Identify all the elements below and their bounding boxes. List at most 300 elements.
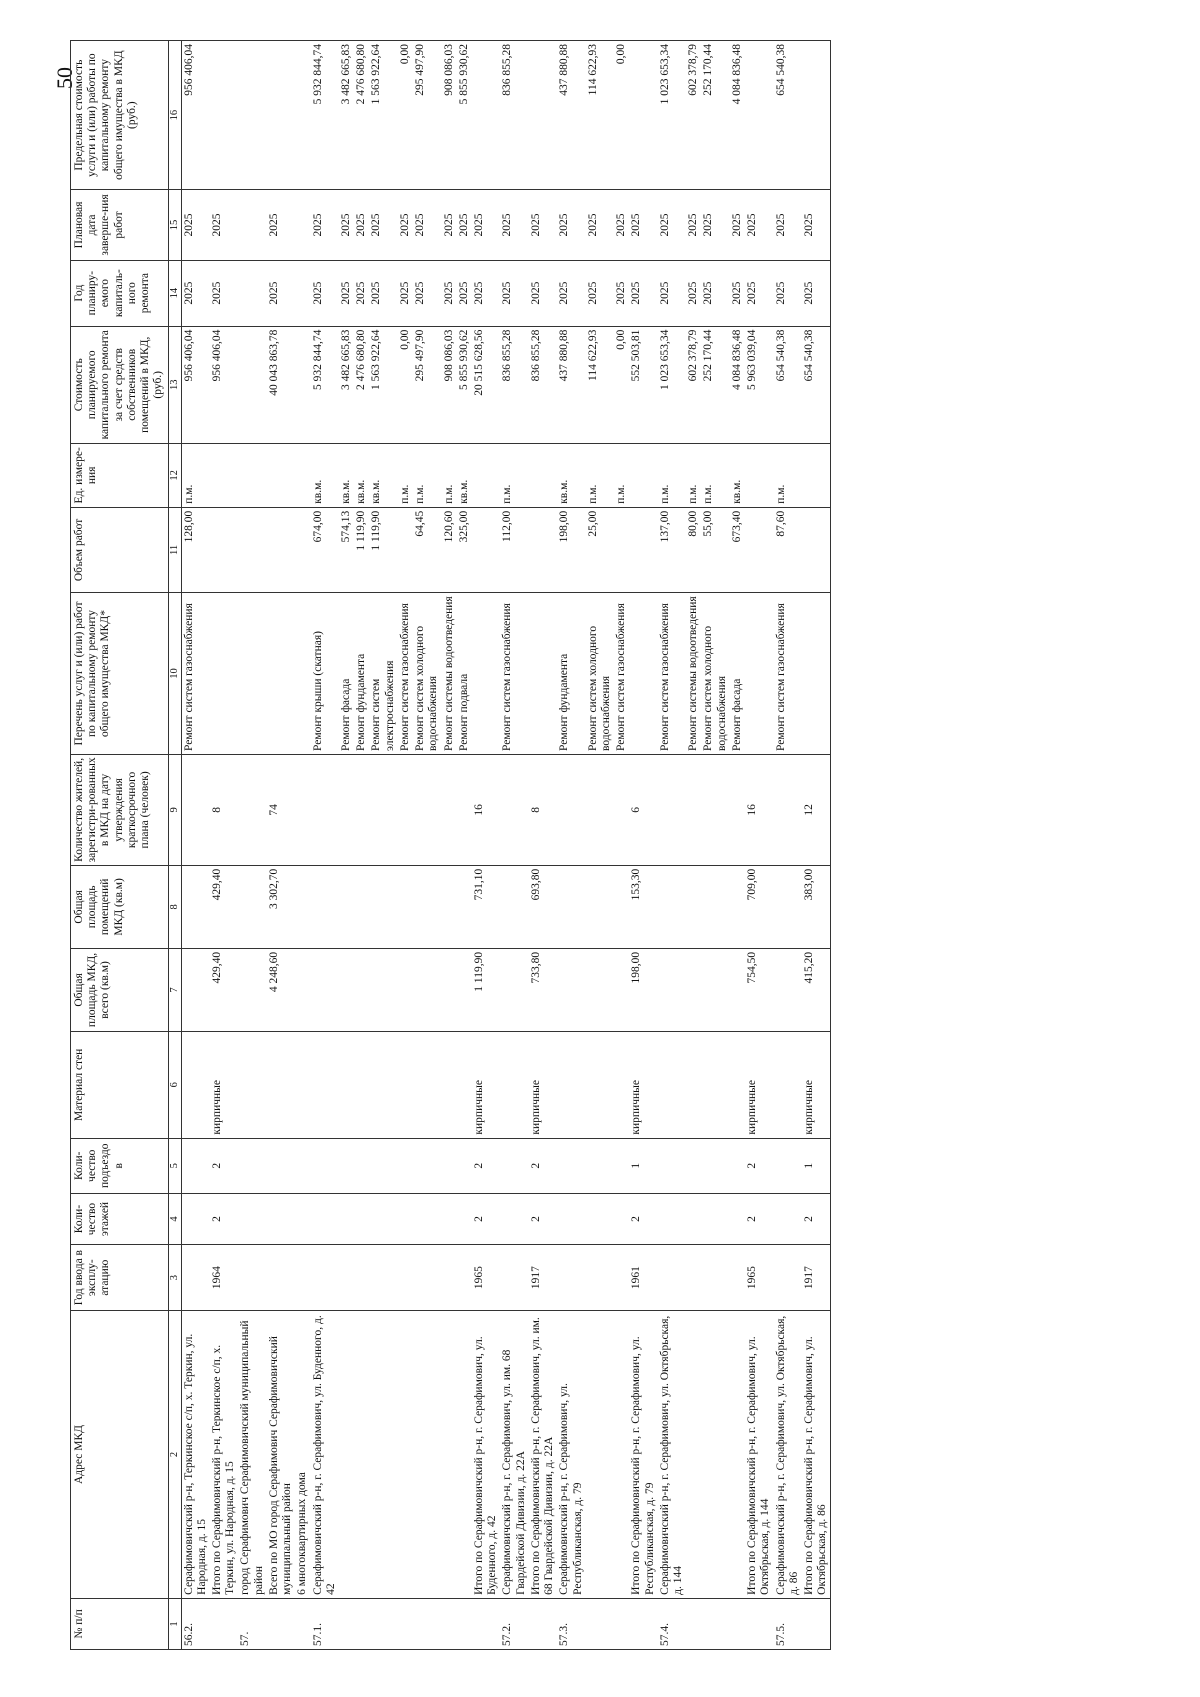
header-cell: Год планиру-емого капиталь-ного ремонта xyxy=(71,260,169,326)
completion-year-cell: 2025 xyxy=(774,190,802,260)
address-cell: Итого по Серафимовичский р-н, г. Серафимович, ул. Буденного, д. 42 xyxy=(472,1311,500,1599)
wall-material-cell xyxy=(369,1032,397,1139)
premises-area-cell xyxy=(658,865,686,948)
year-built-cell xyxy=(354,1245,369,1311)
year-built-cell xyxy=(311,1245,339,1311)
unit-cell: п.м. xyxy=(181,443,210,507)
max-cost-cell: 437 880,88 xyxy=(557,41,585,190)
residents-cell xyxy=(457,754,472,865)
work-type-cell xyxy=(745,593,773,755)
floors-cell xyxy=(586,1193,614,1244)
work-type-cell: Ремонт систем газоснабжения xyxy=(658,593,686,755)
repair-cost-cell: 5 963 039,04 xyxy=(745,326,773,443)
row-number-cell xyxy=(686,1598,701,1649)
residents-cell xyxy=(701,754,729,865)
repair-cost-cell: 602 378,79 xyxy=(686,326,701,443)
repair-cost-cell: 836 855,28 xyxy=(500,326,528,443)
max-cost-cell: 836 855,28 xyxy=(500,41,528,190)
row-number-cell: 56.2. xyxy=(181,1598,210,1649)
table-row xyxy=(472,41,500,1650)
premises-area-cell xyxy=(311,865,339,948)
premises-area-cell xyxy=(339,865,354,948)
total-area-cell xyxy=(658,948,686,1031)
table-row xyxy=(181,41,210,1650)
address-cell xyxy=(701,1311,729,1599)
max-cost-cell xyxy=(745,41,773,190)
work-type-cell: Ремонт подвала xyxy=(457,593,472,755)
repair-year-cell: 2025 xyxy=(457,260,472,326)
floors-cell: 2 xyxy=(802,1193,831,1244)
completion-year-cell: 2025 xyxy=(802,190,831,260)
total-area-cell xyxy=(457,948,472,1031)
repair-year-cell: 2025 xyxy=(730,260,745,326)
entrances-cell: 2 xyxy=(210,1138,238,1193)
repair-year-cell: 2025 xyxy=(311,260,339,326)
wall-material-cell xyxy=(354,1032,369,1139)
header-cell: Адрес МКД xyxy=(71,1311,169,1599)
header-cell: Коли-чество подъездо в xyxy=(71,1138,169,1193)
row-number-cell: 57. xyxy=(238,1598,266,1649)
repair-year-cell: 2025 xyxy=(339,260,354,326)
repair-cost-cell: 437 880,88 xyxy=(557,326,585,443)
work-volume-cell: 198,00 xyxy=(557,507,585,592)
wall-material-cell xyxy=(238,1032,266,1139)
address-cell: Серафимовичский р-н, г. Серафимович, ул. Октябрьская, д. 86 xyxy=(774,1311,802,1599)
repair-year-cell: 2025 xyxy=(529,260,557,326)
completion-year-cell xyxy=(238,190,266,260)
residents-cell xyxy=(614,754,629,865)
wall-material-cell: кирпичные xyxy=(472,1032,500,1139)
year-built-cell xyxy=(500,1245,528,1311)
work-volume-cell xyxy=(802,507,831,592)
max-cost-cell: 0,00 xyxy=(614,41,629,190)
premises-area-cell xyxy=(500,865,528,948)
max-cost-cell: 956 406,04 xyxy=(181,41,210,190)
row-number-cell xyxy=(730,1598,745,1649)
work-volume-cell xyxy=(745,507,773,592)
repair-cost-cell: 908 086,03 xyxy=(442,326,457,443)
residents-cell xyxy=(557,754,585,865)
table-row xyxy=(745,41,773,1650)
repair-year-cell: 2025 xyxy=(629,260,657,326)
premises-area-cell xyxy=(413,865,441,948)
row-number-cell xyxy=(339,1598,354,1649)
repair-cost-cell: 0,00 xyxy=(614,326,629,443)
year-built-cell xyxy=(586,1245,614,1311)
premises-area-cell xyxy=(238,865,266,948)
residents-cell xyxy=(686,754,701,865)
table-row xyxy=(802,41,831,1650)
work-volume-cell: 674,00 xyxy=(311,507,339,592)
premises-area-cell xyxy=(614,865,629,948)
max-cost-cell: 5 932 844,74 xyxy=(311,41,339,190)
work-volume-cell: 325,00 xyxy=(457,507,472,592)
max-cost-cell xyxy=(295,41,310,190)
entrances-cell xyxy=(442,1138,457,1193)
work-volume-cell: 55,00 xyxy=(701,507,729,592)
floors-cell xyxy=(557,1193,585,1244)
address-cell: Серафимовичский р-н, Теркинское с/п, х. Теркин, ул. Народная, д. 15 xyxy=(181,1311,210,1599)
work-type-cell: Ремонт фундамента xyxy=(354,593,369,755)
wall-material-cell xyxy=(686,1032,701,1139)
column-number: 7 xyxy=(168,948,181,1031)
row-number-cell xyxy=(398,1598,413,1649)
repair-year-cell: 2025 xyxy=(354,260,369,326)
entrances-cell xyxy=(457,1138,472,1193)
premises-area-cell: 383,00 xyxy=(802,865,831,948)
floors-cell: 2 xyxy=(529,1193,557,1244)
entrances-cell xyxy=(311,1138,339,1193)
work-volume-cell: 112,00 xyxy=(500,507,528,592)
wall-material-cell: кирпичные xyxy=(802,1032,831,1139)
column-number: 1 xyxy=(168,1598,181,1649)
premises-area-cell xyxy=(398,865,413,948)
floors-cell xyxy=(181,1193,210,1244)
unit-cell: кв.м. xyxy=(354,443,369,507)
table-row xyxy=(629,41,657,1650)
premises-area-cell xyxy=(442,865,457,948)
total-area-cell xyxy=(730,948,745,1031)
premises-area-cell xyxy=(295,865,310,948)
address-cell xyxy=(442,1311,457,1599)
repair-year-cell xyxy=(295,260,310,326)
entrances-cell: 1 xyxy=(629,1138,657,1193)
repair-cost-cell: 3 482 665,83 xyxy=(339,326,354,443)
header-cell: Материал стен xyxy=(71,1032,169,1139)
residents-cell xyxy=(181,754,210,865)
header-cell: Коли-чество этажей xyxy=(71,1193,169,1244)
table-row xyxy=(658,41,686,1650)
header-cell: № п/п xyxy=(71,1598,169,1649)
repair-cost-cell: 40 043 863,78 xyxy=(267,326,295,443)
premises-area-cell xyxy=(730,865,745,948)
repair-cost-cell: 5 932 844,74 xyxy=(311,326,339,443)
residents-cell: 8 xyxy=(210,754,238,865)
wall-material-cell xyxy=(701,1032,729,1139)
wall-material-cell xyxy=(295,1032,310,1139)
entrances-cell xyxy=(658,1138,686,1193)
work-volume-cell xyxy=(398,507,413,592)
residents-cell: 12 xyxy=(802,754,831,865)
table-row xyxy=(267,41,295,1650)
wall-material-cell xyxy=(614,1032,629,1139)
completion-year-cell xyxy=(295,190,310,260)
unit-cell: п.м. xyxy=(500,443,528,507)
year-built-cell: 1965 xyxy=(472,1245,500,1311)
unit-cell xyxy=(745,443,773,507)
floors-cell xyxy=(295,1193,310,1244)
work-volume-cell xyxy=(529,507,557,592)
work-type-cell: Ремонт систем газоснабжения xyxy=(398,593,413,755)
work-volume-cell: 1 119,90 xyxy=(369,507,397,592)
repair-cost-cell: 252 170,44 xyxy=(701,326,729,443)
row-number-cell: 57.4. xyxy=(658,1598,686,1649)
total-area-cell: 733,80 xyxy=(529,948,557,1031)
header-cell: Стоимость планируемого капитального ремонта за счет средств собственников помещений в МКД, (руб.) xyxy=(71,326,169,443)
premises-area-cell xyxy=(557,865,585,948)
work-type-cell xyxy=(629,593,657,755)
completion-year-cell: 2025 xyxy=(629,190,657,260)
floors-cell: 2 xyxy=(472,1193,500,1244)
header-cell: Количество жителей, зарегистри-рованных в МКД на дату утверждения краткосрочного плана (человек) xyxy=(71,754,169,865)
unit-cell: кв.м. xyxy=(369,443,397,507)
max-cost-cell: 252 170,44 xyxy=(701,41,729,190)
unit-cell xyxy=(529,443,557,507)
residents-cell xyxy=(774,754,802,865)
column-number: 4 xyxy=(168,1193,181,1244)
completion-year-cell: 2025 xyxy=(442,190,457,260)
repair-year-cell: 2025 xyxy=(369,260,397,326)
repair-cost-cell: 956 406,04 xyxy=(181,326,210,443)
total-area-cell xyxy=(295,948,310,1031)
max-cost-cell: 1 023 653,34 xyxy=(658,41,686,190)
row-number-cell xyxy=(802,1598,831,1649)
completion-year-cell: 2025 xyxy=(701,190,729,260)
table-row xyxy=(210,41,238,1650)
total-area-cell: 429,40 xyxy=(210,948,238,1031)
column-number: 5 xyxy=(168,1138,181,1193)
row-number-cell xyxy=(629,1598,657,1649)
row-number-cell xyxy=(586,1598,614,1649)
repair-year-cell: 2025 xyxy=(614,260,629,326)
completion-year-cell: 2025 xyxy=(181,190,210,260)
entrances-cell xyxy=(339,1138,354,1193)
max-cost-cell xyxy=(629,41,657,190)
work-volume-cell: 1 119,90 xyxy=(354,507,369,592)
repair-year-cell: 2025 xyxy=(398,260,413,326)
residents-cell xyxy=(442,754,457,865)
entrances-cell xyxy=(295,1138,310,1193)
repair-cost-cell xyxy=(295,326,310,443)
total-area-cell xyxy=(339,948,354,1031)
wall-material-cell: кирпичные xyxy=(529,1032,557,1139)
max-cost-cell: 3 482 665,83 xyxy=(339,41,354,190)
entrances-cell: 2 xyxy=(472,1138,500,1193)
total-area-cell: 198,00 xyxy=(629,948,657,1031)
wall-material-cell: кирпичные xyxy=(745,1032,773,1139)
column-number: 8 xyxy=(168,865,181,948)
entrances-cell: 2 xyxy=(745,1138,773,1193)
year-built-cell xyxy=(457,1245,472,1311)
premises-area-cell: 3 302,70 xyxy=(267,865,295,948)
work-type-cell: Ремонт систем газоснабжения xyxy=(614,593,629,755)
repair-year-cell: 2025 xyxy=(472,260,500,326)
floors-cell xyxy=(238,1193,266,1244)
year-built-cell xyxy=(238,1245,266,1311)
repair-year-cell: 2025 xyxy=(181,260,210,326)
floors-cell xyxy=(730,1193,745,1244)
header-cell: Ед. измере-ния xyxy=(71,443,169,507)
total-area-cell xyxy=(413,948,441,1031)
completion-year-cell: 2025 xyxy=(267,190,295,260)
work-type-cell xyxy=(267,593,295,755)
year-built-cell: 1964 xyxy=(210,1245,238,1311)
completion-year-cell: 2025 xyxy=(745,190,773,260)
address-cell: Серафимовичский р-н, г. Серафимович, ул. Республиканская, д. 79 xyxy=(557,1311,585,1599)
unit-cell xyxy=(472,443,500,507)
floors-cell xyxy=(442,1193,457,1244)
row-number-cell: 57.2. xyxy=(500,1598,528,1649)
table-row xyxy=(500,41,528,1650)
completion-year-cell: 2025 xyxy=(557,190,585,260)
completion-year-cell: 2025 xyxy=(369,190,397,260)
residents-cell: 16 xyxy=(472,754,500,865)
year-built-cell xyxy=(339,1245,354,1311)
column-number: 13 xyxy=(168,326,181,443)
floors-cell xyxy=(339,1193,354,1244)
repair-year-cell: 2025 xyxy=(658,260,686,326)
unit-cell: кв.м. xyxy=(557,443,585,507)
work-volume-cell: 120,60 xyxy=(442,507,457,592)
repair-cost-cell: 20 515 628,56 xyxy=(472,326,500,443)
unit-cell xyxy=(210,443,238,507)
floors-cell xyxy=(398,1193,413,1244)
address-cell xyxy=(614,1311,629,1599)
table-row xyxy=(730,41,745,1650)
row-number-cell xyxy=(701,1598,729,1649)
max-cost-cell xyxy=(238,41,266,190)
address-cell xyxy=(413,1311,441,1599)
residents-cell xyxy=(295,754,310,865)
residents-cell xyxy=(500,754,528,865)
completion-year-cell: 2025 xyxy=(686,190,701,260)
address-cell xyxy=(369,1311,397,1599)
total-area-cell: 1 119,90 xyxy=(472,948,500,1031)
max-cost-cell: 602 378,79 xyxy=(686,41,701,190)
work-type-cell: Ремонт фасада xyxy=(339,593,354,755)
floors-cell xyxy=(658,1193,686,1244)
floors-cell xyxy=(774,1193,802,1244)
unit-cell xyxy=(267,443,295,507)
max-cost-cell xyxy=(529,41,557,190)
work-volume-cell xyxy=(295,507,310,592)
table-row xyxy=(586,41,614,1650)
row-number-cell xyxy=(472,1598,500,1649)
residents-cell xyxy=(398,754,413,865)
completion-year-cell: 2025 xyxy=(472,190,500,260)
header-cell: Общая площадь помещений МКД (кв.м) xyxy=(71,865,169,948)
total-area-cell xyxy=(686,948,701,1031)
address-cell xyxy=(354,1311,369,1599)
residents-cell xyxy=(413,754,441,865)
table-row xyxy=(442,41,457,1650)
repair-year-cell: 2025 xyxy=(701,260,729,326)
max-cost-cell: 5 855 930,62 xyxy=(457,41,472,190)
address-cell xyxy=(339,1311,354,1599)
work-volume-cell xyxy=(210,507,238,592)
address-cell: Итого по Серафимовичский р-н, г. Серафимович, ул. Октябрьская, д. 86 xyxy=(802,1311,831,1599)
work-volume-cell xyxy=(238,507,266,592)
column-number: 3 xyxy=(168,1245,181,1311)
row-number-cell xyxy=(529,1598,557,1649)
wall-material-cell xyxy=(457,1032,472,1139)
floors-cell: 2 xyxy=(745,1193,773,1244)
work-volume-cell: 64,45 xyxy=(413,507,441,592)
wall-material-cell xyxy=(181,1032,210,1139)
total-area-cell xyxy=(181,948,210,1031)
unit-cell xyxy=(295,443,310,507)
repair-year-cell: 2025 xyxy=(586,260,614,326)
entrances-cell xyxy=(181,1138,210,1193)
row-number-cell xyxy=(369,1598,397,1649)
header-cell: Плановая дата заверше-ния работ xyxy=(71,190,169,260)
completion-year-cell: 2025 xyxy=(457,190,472,260)
work-volume-cell: 80,00 xyxy=(686,507,701,592)
repair-cost-cell: 2 476 680,80 xyxy=(354,326,369,443)
floors-cell xyxy=(500,1193,528,1244)
completion-year-cell: 2025 xyxy=(413,190,441,260)
residents-cell xyxy=(586,754,614,865)
repair-year-cell: 2025 xyxy=(557,260,585,326)
floors-cell xyxy=(354,1193,369,1244)
unit-cell: кв.м. xyxy=(730,443,745,507)
entrances-cell xyxy=(500,1138,528,1193)
repair-year-cell: 2025 xyxy=(413,260,441,326)
repair-cost-cell: 114 622,93 xyxy=(586,326,614,443)
work-type-cell: Ремонт систем газоснабжения xyxy=(500,593,528,755)
repair-cost-cell: 4 084 836,48 xyxy=(730,326,745,443)
total-area-cell xyxy=(398,948,413,1031)
year-built-cell xyxy=(557,1245,585,1311)
address-cell: Серафимовичский р-н, г. Серафимович, ул. Октябрьская, д. 144 xyxy=(658,1311,686,1599)
unit-cell: п.м. xyxy=(774,443,802,507)
entrances-cell xyxy=(369,1138,397,1193)
repair-cost-cell: 1 023 653,34 xyxy=(658,326,686,443)
repair-cost-cell: 5 855 930,62 xyxy=(457,326,472,443)
entrances-cell xyxy=(774,1138,802,1193)
total-area-cell xyxy=(614,948,629,1031)
work-volume-cell xyxy=(472,507,500,592)
repair-cost-cell: 1 563 922,64 xyxy=(369,326,397,443)
entrances-cell xyxy=(267,1138,295,1193)
year-built-cell xyxy=(730,1245,745,1311)
row-number-cell xyxy=(614,1598,629,1649)
work-type-cell: Ремонт систем газоснабжения xyxy=(774,593,802,755)
work-volume-cell xyxy=(267,507,295,592)
table-row xyxy=(295,41,310,1650)
work-type-cell xyxy=(802,593,831,755)
premises-area-cell: 731,10 xyxy=(472,865,500,948)
row-number-cell xyxy=(295,1598,310,1649)
entrances-cell xyxy=(557,1138,585,1193)
address-cell xyxy=(398,1311,413,1599)
residents-cell: 6 xyxy=(629,754,657,865)
header-cell: Год ввода в эксплу-атацию xyxy=(71,1245,169,1311)
completion-year-cell: 2025 xyxy=(354,190,369,260)
max-cost-cell: 908 086,03 xyxy=(442,41,457,190)
max-cost-cell: 1 563 922,64 xyxy=(369,41,397,190)
wall-material-cell xyxy=(500,1032,528,1139)
work-volume-cell: 128,00 xyxy=(181,507,210,592)
floors-cell xyxy=(614,1193,629,1244)
address-cell: Итого по Серафимовичский р-н, г. Серафимович, ул. Октябрьская, д. 144 xyxy=(745,1311,773,1599)
max-cost-cell: 0,00 xyxy=(398,41,413,190)
table-body xyxy=(168,41,831,1650)
repair-year-cell: 2025 xyxy=(267,260,295,326)
wall-material-cell xyxy=(413,1032,441,1139)
row-number-cell xyxy=(354,1598,369,1649)
work-type-cell: Ремонт фасада xyxy=(730,593,745,755)
unit-cell: кв.м. xyxy=(311,443,339,507)
unit-cell: п.м. xyxy=(658,443,686,507)
address-cell: 6 многоквартирных дома xyxy=(295,1311,310,1599)
total-area-cell xyxy=(557,948,585,1031)
year-built-cell xyxy=(181,1245,210,1311)
floors-cell: 2 xyxy=(629,1193,657,1244)
unit-cell: п.м. xyxy=(701,443,729,507)
completion-year-cell: 2025 xyxy=(311,190,339,260)
column-number: 11 xyxy=(168,507,181,592)
